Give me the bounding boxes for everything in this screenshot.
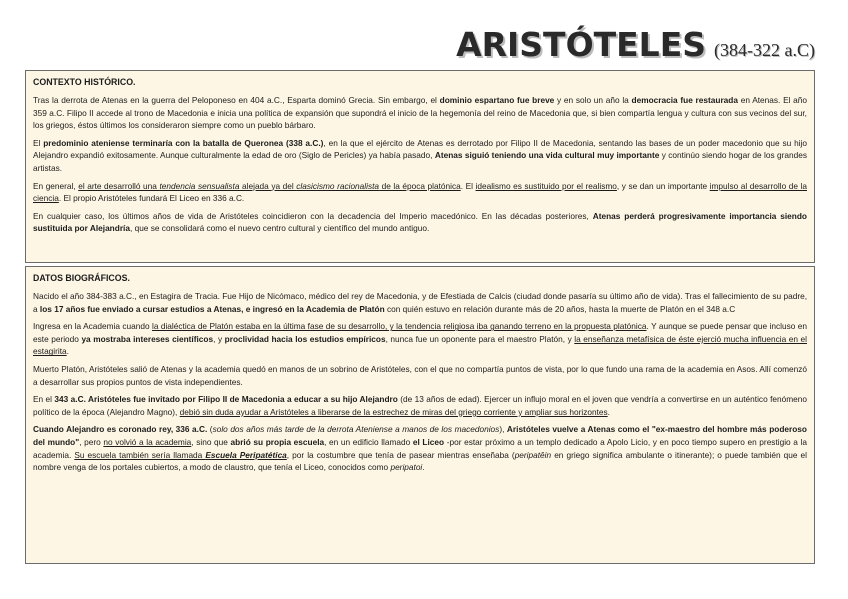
bio-paragraph-2 (33, 320, 807, 358)
text-run: . El (460, 180, 476, 191)
text-run: Tras la derrota de Atenas en la guerra del Peloponeso en 404 a.C., Esparta dominó Grecia. Sin embargo, el (33, 95, 440, 105)
text-run: la dialéctica de Platón estaba en la última fase de su desarrollo, y la tendencia religiosa iba ganando terreno en la propuesta platónica (151, 321, 647, 332)
text-run: los 17 años fue enviado a cursar estudios a Atenas, e ingresó en la Academia de Platón (39, 303, 385, 314)
text-run: dominio espartano fue breve (439, 95, 555, 105)
text-run: El (33, 137, 44, 148)
text-run: ya mostraba intereses científicos (81, 333, 214, 344)
text-run: . (422, 462, 425, 473)
text-run: peripatoi (390, 462, 423, 473)
context-paragraph-4 (33, 210, 807, 235)
text-run: proclividad hacia los estudios empíricos (224, 333, 386, 344)
text-run: (de 13 años de edad). Ejercer un influjo moral en el joven que vendría a convertirse en un auténtico fenómeno político de la época (Alejandro Magno), (33, 394, 808, 417)
text-run: idealismo es sustituido por el realismo (475, 180, 617, 191)
text-run: 343 a.C. Aristóteles fue invitado por Filipo II de Macedonia a educar a su hijo Alejandro (54, 394, 398, 405)
text-run: , que se consolidará como el nuevo centro cultural y científico del mundo antiguo. (129, 223, 430, 234)
bio-paragraph-3 (33, 363, 807, 388)
text-run: Muerto Platón, Aristóteles salió de Atenas y la academia quedó en manos de un sobrino de Aristóteles, con el que no compartía puntos de vista, por lo que fundo una rama de la academia en Asos. Allí comenzó a desarrollar sus propios puntos de vista independientes. (33, 363, 807, 387)
text-run: . El propio Aristóteles fundará El Liceo en 336 a.C. (58, 193, 245, 204)
title-text: ARISTÓTELES (456, 25, 707, 64)
text-run: ), (499, 424, 507, 435)
text-run: En el (33, 394, 55, 405)
text-run: , y se dan un importante (616, 180, 710, 191)
text-run: la enseñanza metafísica de éste ejerció mucha influencia en el estagirita (33, 333, 807, 357)
bio-heading: DATOS BIOGRÁFICOS. (33, 273, 130, 283)
text-run: alejada ya del (239, 180, 297, 191)
text-run: En general, (33, 180, 79, 191)
context-paragraph-3 (33, 180, 807, 205)
bio-paragraph-1 (33, 290, 807, 315)
text-run: democracia fue restaurada (631, 95, 738, 105)
text-run: Atenas perderá progresivamente importancia siendo sustituida por Alejandría (33, 210, 807, 234)
text-run: abrió su propia escuela (230, 436, 325, 447)
text-run: Escuela Peripatética (205, 449, 287, 460)
bio-paragraph-5 (33, 423, 807, 473)
text-run: el arte desarrolló una (78, 180, 160, 191)
text-run: , en la que el ejército de Atenas es derrotado por Filipo II de Macedonia, sentando las bases de un poder macedonio que su hijo Alejandro expandió exitosamente. Aunque culturalmente la edad de oro (Siglo de Pericles) ya había pasado, (33, 137, 808, 161)
text-run: , nunca fue un oponente para el maestro Platón, y (385, 333, 575, 344)
text-run: predominio ateniense terminaría con la batalla de Queronea (338 a.C.) (43, 137, 324, 148)
text-run: Nacido el año 384-383 a.C., en Estagira de Tracia. Fue Hijo de Nicómaco, médico del rey de Macedonia, y de Efestiada de Calcis (ciudad donde pasaría su último año de vida). Tras el fallecimiento de su padre, a (33, 291, 807, 314)
text-run: y en solo un año la (554, 95, 632, 105)
text-run: Su escuela también sería llamada (74, 449, 206, 460)
text-run: en Atenas. El año 359 a.C. Filipo II accede al trono de Macedonia e inicia una política de expansión que supondrá el inicio de la hegemonía del reino de Macedonia que, si bien compartía lengua y cultura con sus vecinos del sur, los griegos, éstos últimos los consideraron siempre como un pueblo bárbaro. (33, 95, 808, 131)
bio-paragraph-4 (33, 393, 807, 418)
text-run: , sino que (191, 436, 231, 447)
text-run: ( (207, 424, 213, 435)
context-section (25, 70, 815, 263)
text-run: Cuando Alejandro es coronado rey, 336 a.C. (33, 424, 208, 435)
text-run: en griego significa ambulante o itinerante); o puede también que el nombre venga de los portales cubiertos, a modo de claustro, que tenía el Liceo, conocidos como (33, 449, 807, 473)
text-run: . (66, 346, 69, 357)
text-run: Atenas siguió teniendo una vida cultural muy importante (434, 150, 660, 161)
text-run: el Liceo (412, 436, 445, 447)
page-title (456, 25, 815, 64)
text-run: y continúo siendo hogar de los grandes artistas. (33, 150, 807, 173)
text-run: no volvió a la academia (103, 436, 192, 447)
text-run: impulso al desarrollo de la ciencia (33, 180, 807, 204)
text-run: Ingresa en la Academia cuando (33, 321, 152, 332)
text-run: peripatêin (514, 449, 552, 460)
text-run: , pero (79, 436, 104, 447)
text-run: . Y aunque se puede pensar que incluso en este periodo (33, 321, 807, 344)
text-run: En cualquier caso, los últimos años de vida de Aristóteles coincidieron con la decadencia del Imperio macedónico. En las décadas posteriores, (33, 210, 593, 221)
text-run: solo dos años más tarde de la derrota Ateniense a manos de los macedonios (212, 424, 500, 435)
text-run: , en un edificio llamado (324, 436, 413, 447)
text-run: Aristóteles vuelve a Atenas como el "ex-maestro del hombre más poderoso del mundo" (33, 424, 807, 447)
biography-section (25, 266, 815, 564)
text-run: de la época platónica (379, 180, 461, 191)
text-run: debió sin duda ayudar a Aristóteles a liberarse de la estrechez de miras del griego corriente y ampliar sus horizontes (179, 406, 608, 417)
title-years: (384-322 a.C) (714, 40, 815, 60)
context-paragraph-1 (33, 94, 807, 132)
text-run: -por estar próximo a un templo dedicado a Apolo Licio, y en poco tiempo supero en prestigio a la academia. (33, 436, 807, 460)
text-run: clasicismo racionalista (296, 180, 380, 191)
text-run: . (607, 406, 610, 417)
text-run: tendencia sensualista (159, 180, 240, 191)
text-run: , y (213, 333, 225, 344)
text-run: con quién estuvo en relación durante más de 20 años, hasta la muerte de Platón en el 348 a.C (384, 303, 736, 314)
text-run: , por la costumbre que tenía de pasear mientras enseñaba ( (286, 449, 515, 460)
context-heading: CONTEXTO HISTÓRICO. (33, 77, 136, 87)
context-paragraph-2 (33, 137, 807, 175)
